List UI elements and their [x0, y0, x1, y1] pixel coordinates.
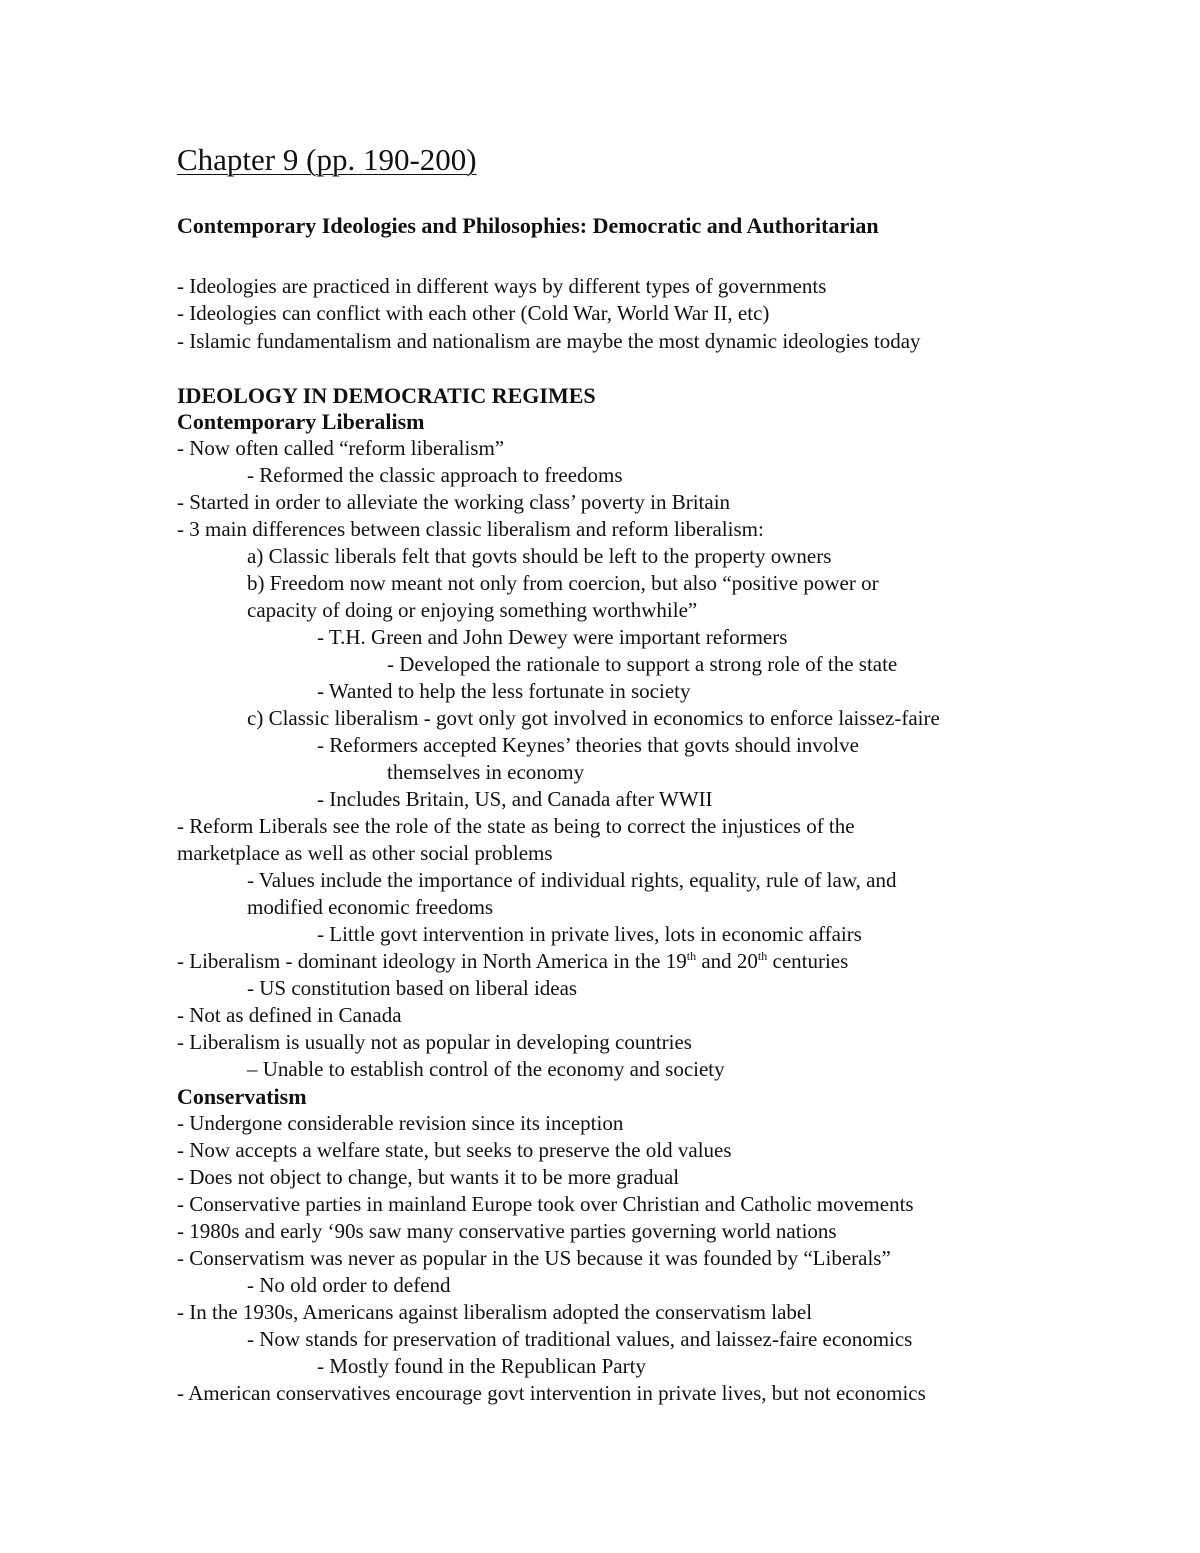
note-line: - Reform Liberals see the role of the state as being to correct the injustices of the [177, 814, 855, 838]
note-line: - Conservatism was never as popular in the US because it was founded by “Liberals” [177, 1246, 891, 1270]
note-line: - Mostly found in the Republican Party [317, 1354, 646, 1378]
note-line: - Wanted to help the less fortunate in society [317, 679, 691, 703]
centuries-text-before: - Liberalism - dominant ideology in North America in the 19 [177, 949, 687, 973]
centuries-line [177, 948, 848, 975]
note-line: - 1980s and early ‘90s saw many conservative parties governing world nations [177, 1219, 837, 1243]
note-line: marketplace as well as other social problems [177, 841, 553, 865]
intro-line: - Ideologies are practiced in different ways by different types of governments [177, 274, 827, 298]
note-line: - Now stands for preservation of traditional values, and laissez-faire economics [247, 1327, 913, 1351]
note-line: - Now accepts a welfare state, but seeks to preserve the old values [177, 1138, 732, 1162]
conservatism-heading: Conservatism [177, 1084, 307, 1109]
note-line: c) Classic liberalism - govt only got involved in economics to enforce laissez-faire [247, 706, 940, 730]
note-line: capacity of doing or enjoying something worthwhile” [247, 598, 698, 622]
centuries-text-after: centuries [767, 949, 849, 973]
intro-line: - Ideologies can conflict with each other (Cold War, World War II, etc) [177, 301, 770, 325]
note-line: - Now often called “reform liberalism” [177, 436, 505, 460]
democratic-regimes-heading: IDEOLOGY IN DEMOCRATIC REGIMES [177, 383, 596, 408]
superscript-th: th [686, 949, 697, 963]
note-line: - Reformers accepted Keynes’ theories that govts should involve [317, 733, 859, 757]
note-line: – Unable to establish control of the economy and society [247, 1057, 725, 1081]
note-line: - 3 main differences between classic liberalism and reform liberalism: [177, 517, 764, 541]
note-line: b) Freedom now meant not only from coercion, but also “positive power or [247, 571, 879, 595]
note-line: - Reformed the classic approach to freedoms [247, 463, 623, 487]
note-line: - Little govt intervention in private lives, lots in economic affairs [317, 922, 862, 946]
note-line: a) Classic liberals felt that govts should be left to the property owners [247, 544, 832, 568]
centuries-text-middle: and 20 [696, 949, 758, 973]
note-line: modified economic freedoms [247, 895, 494, 919]
note-line: - Includes Britain, US, and Canada after WWII [317, 787, 713, 811]
note-line: - No old order to defend [247, 1273, 451, 1297]
liberalism-heading: Contemporary Liberalism [177, 409, 425, 434]
superscript-th: th [757, 949, 768, 963]
note-line: - Developed the rationale to support a strong role of the state [387, 652, 898, 676]
note-line: - Not as defined in Canada [177, 1003, 402, 1027]
note-line: - Started in order to alleviate the working class’ poverty in Britain [177, 490, 731, 514]
note-line: - US constitution based on liberal ideas [247, 976, 578, 1000]
note-line: - In the 1930s, Americans against liberalism adopted the conservatism label [177, 1300, 813, 1324]
intro-line: - Islamic fundamentalism and nationalism are maybe the most dynamic ideologies today [177, 329, 921, 353]
note-line: - Conservative parties in mainland Europe took over Christian and Catholic movements [177, 1192, 914, 1216]
note-line: - Liberalism is usually not as popular in developing countries [177, 1030, 692, 1054]
note-line: - T.H. Green and John Dewey were important reformers [317, 625, 788, 649]
chapter-title: Chapter 9 (pp. 190-200) [177, 142, 477, 177]
note-line: - Values include the importance of individual rights, equality, rule of law, and [247, 868, 897, 892]
note-line: - Undergone considerable revision since its inception [177, 1111, 624, 1135]
note-line: themselves in economy [387, 760, 585, 784]
section-title: Contemporary Ideologies and Philosophies: Democratic and Authoritarian [177, 213, 879, 238]
note-line: - American conservatives encourage govt intervention in private lives, but not economics [177, 1381, 926, 1405]
note-line: - Does not object to change, but wants it to be more gradual [177, 1165, 680, 1189]
